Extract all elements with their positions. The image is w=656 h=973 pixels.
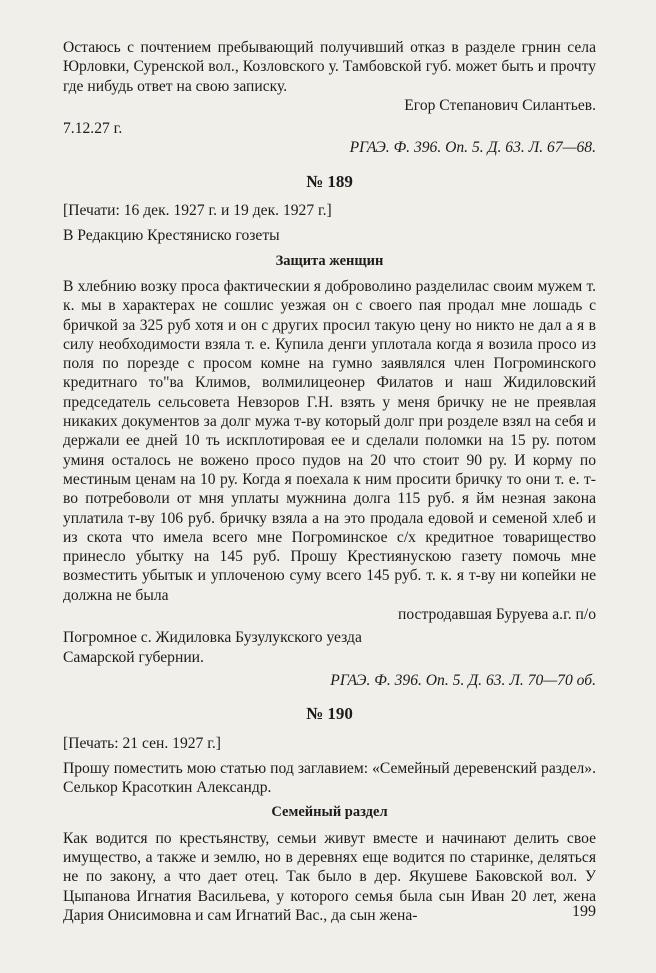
doc190-stamps: [Печать: 21 сен. 1927 г.]: [63, 734, 221, 752]
doc188-date-source-row: [63, 119, 596, 138]
doc190-intro: Прошу поместить мою статью под заглавием: «Семейный деревенский раздел». Селькор Красоткин Александр.: [63, 759, 596, 797]
doc188-source: РГАЭ. Ф. 396. Оп. 5. Д. 63. Л. 67—68.: [349, 139, 596, 157]
doc189-number: № 189: [306, 171, 353, 191]
doc189-body: В хлебнию возку проса фактическии я доброволино разделилас своим мужем т. к. мы в характерах не сошлис уезжая он с своего пая продал мне лошадь с бричкой за 325 руб хотя и он с других просил такую цену но никто не дал а я в силу необходимости взяла т. е. Купила денги уплотала когда я возила просо из поля по порезде с просом комне на гумно заявлялся член Погроминского кредитнаго то"ва Климов, волмилицеонер Филатов и наш Жидиловский председатель сельсовета Невзоров Г.Н. взять у меня бричку не не преявлая никаких документов за долг мужа т-ву который долг при розделе взял на себя и держали ее дней 10 ть искплотировая ее и сделали поломки на 15 ру. потом уминя осталось не вожено просо пудов на 20 что стоит 90 ру. И корму по местиным ценам на 10 ру. Когда я поехала к ним просити бричку то они т. е. т-во потребоволи от мня уплаты мужнина долга 115 руб. я йм незная закона уплатила т-ву 106 руб. бричку взяла а на это продала едовой и семеной хлеб и из скота что имела всего мне Погроминское с/х кредитное товарищество принесло убытку на 145 руб. Прошу Крестиянускою газету помочь мне возместить убытык и уплоченою суму всего 145 руб. т. к. я т-ву ни копейки не должна не была: [63, 277, 596, 604]
doc190-number: № 190: [306, 704, 353, 724]
doc188-date: 7.12.27 г.: [63, 120, 123, 138]
doc188-signature: Егор Степанович Силантьев.: [404, 96, 596, 114]
doc189-signature: постродавшая Буруева а.г. п/о: [398, 606, 596, 624]
doc190-body: Как водится по крестьянству, семьи живут вместе и начинают делить свое имущество, а также и землю, но в деревнях еще водится по старинке, деляться не по закону, а что дает отец. Так было в дер. Якушеве Баковской вол. У Цыпанова Игнатия Васильева, у которого семья была сын Иван 20 лет, жена Дария Онисимовна и сам Игнатий Вас., да сын жена-: [63, 829, 596, 924]
doc190-title: Семейный раздел: [271, 804, 388, 821]
doc189-source: РГАЭ. Ф. 396. Оп. 5. Д. 63. Л. 70—70 об.: [330, 671, 596, 689]
doc189-address: В Редакцию Крестяниско гозеты: [63, 227, 280, 245]
doc189-stamps: [Печати: 16 дек. 1927 г. и 19 дек. 1927 г.]: [63, 202, 332, 220]
doc189-place-line1: Погромное с. Жидиловка Бузулукского уезда: [63, 629, 362, 647]
doc188-body: Остаюсь с почтением пребывающий получивший отказ в разделе грнин села Юрловки, Суренской вол., Козловского у. Тамбовской губ. может быть и прочту где нибудь ответ на свою записку.: [63, 39, 596, 95]
doc189-title: Защита женщин: [275, 252, 384, 269]
doc189-place-line2: Самарской губернии.: [63, 648, 204, 666]
page-number: 199: [572, 903, 596, 920]
